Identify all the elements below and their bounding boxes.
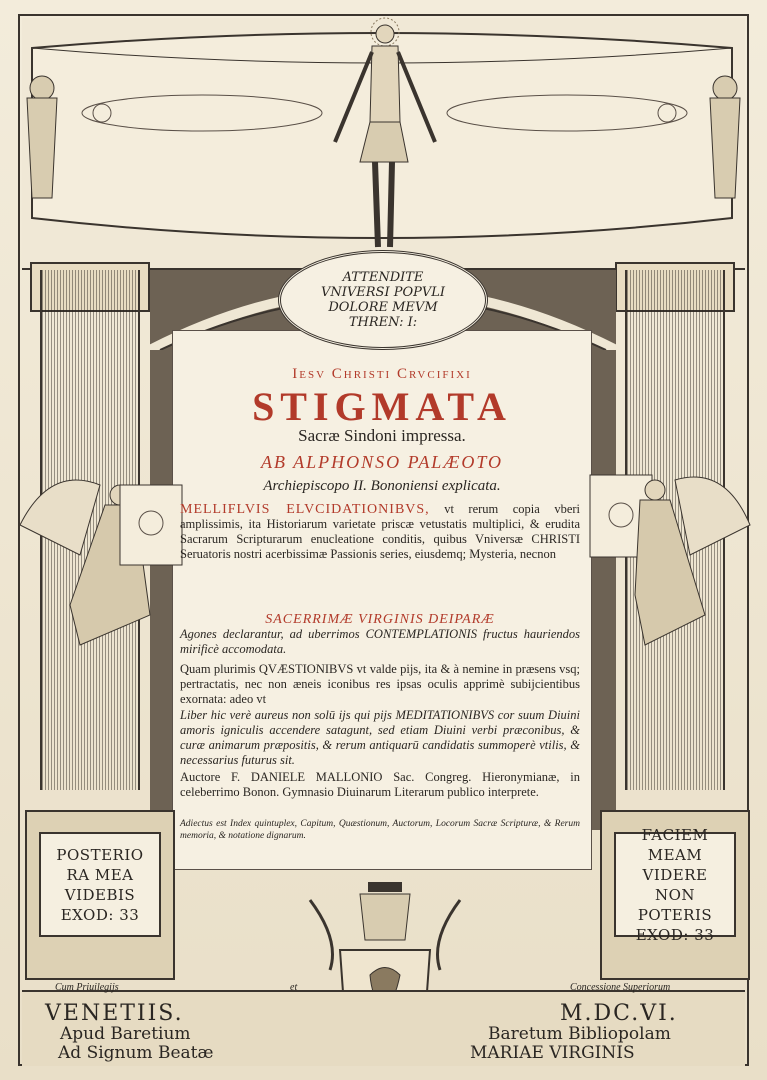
- christ-figure: [320, 12, 450, 262]
- author-line: Iesv Christi Crvcifixi: [292, 366, 472, 382]
- left-pedestal-panel: [39, 832, 161, 937]
- paragraph-1-lead: MELLIFLVIS ELVCIDATIONIBVS,: [180, 502, 430, 517]
- privilege-mid: et: [290, 982, 298, 993]
- subtitle: Sacræ Sindoni impressa.: [298, 426, 466, 445]
- imprint-sign: Ad Signum Beatæ: [58, 1043, 214, 1063]
- imprint-bookseller: Baretum Bibliopolam: [488, 1024, 671, 1044]
- right-pedestal-panel: [614, 825, 736, 944]
- motto-cartouche: [278, 250, 488, 350]
- index-note: Adiectus est Index quintuplex, Capitum, Quæstionum, Auctorum, Locorum Sacræ Scripturæ, & Rerum memoria, & notatione dignarum.: [180, 819, 580, 841]
- paragraph-2-text: Agones declarantur, ad uberrimos CONTEMPLATIONIS fructus hauriendos mirificè accomodata.: [180, 627, 580, 656]
- left-pedestal-inscription: POSTERIO RA MEA VIDEBIS EXOD: 33: [56, 845, 144, 924]
- right-angel-with-veil: [585, 445, 760, 655]
- right-pedestal: [600, 810, 750, 980]
- imprint-publisher: Apud Baretium: [60, 1024, 191, 1044]
- left-angel-with-veil: [10, 445, 190, 665]
- body-paragraph-4: Liber hic verè aureus non solū ijs qui pijs MEDITATIONIBVS cor suum Diuini amoris igniculis accendere satagunt, sed etiam Diuini verbi præconibus, & curæ animarum præpositis, & rerum antiquarū candidatis summoperè vtilis, & necessarius futurus sit.: [180, 708, 580, 767]
- imprint-year: M.DC.VI.: [560, 1001, 678, 1026]
- body-paragraph-5: Auctore F. DANIELE MALLONIO Sac. Congreg. Hieronymianæ, in celeberrimo Bonon. Gymnasio Diuinarum Literarum publico interprete.: [180, 770, 580, 799]
- left-pedestal: [25, 810, 175, 980]
- body-paragraph-3: Quam plurimis QVÆSTIONIBVS vt valde pijs, ita & à nemine in præsens vsq; pertractatis, nec non æneis iconibus res ipsas oculis apprimè subijcientibus exornata: adeo vt: [180, 662, 580, 706]
- privilege-right: Concessione Superiorum: [570, 982, 671, 993]
- imprint-city: VENETIIS.: [45, 1001, 184, 1026]
- imprint-virgin: MARIAE VIRGINIS: [470, 1043, 635, 1063]
- paragraph-2-lead: SACERRIMÆ VIRGINIS DEIPARÆ: [265, 612, 495, 627]
- cartouche-text: ATTENDITE VNIVERSI POPVLI DOLORE MEVM THREN: I:: [320, 270, 446, 330]
- author-name: AB ALPHONSO PALÆOTO: [260, 452, 504, 472]
- right-pedestal-inscription: FACIEM MEAM VIDERE NON POTERIS EXOD: 33: [635, 825, 715, 944]
- page-title: STIGMATA: [252, 384, 512, 429]
- privilege-left: Cum Priuilegijs: [55, 982, 119, 993]
- paragraph-1-text: vt rerum copia vberi amplissimis, ita Historiarum varietate priscæ vetustatis multiplici, & erudita Sacrarum Scripturarum enucleatione conditis, quibus Vniversæ CHRISTI Seruatoris nostri acerbissimæ Passionis series, eiusdemq; Mysteria, necnon: [180, 502, 580, 561]
- body-paragraph-2: [180, 612, 580, 657]
- archbishop-line: Archiepiscopo II. Bononiensi explicata.: [263, 478, 501, 494]
- body-paragraph-1: [180, 502, 580, 562]
